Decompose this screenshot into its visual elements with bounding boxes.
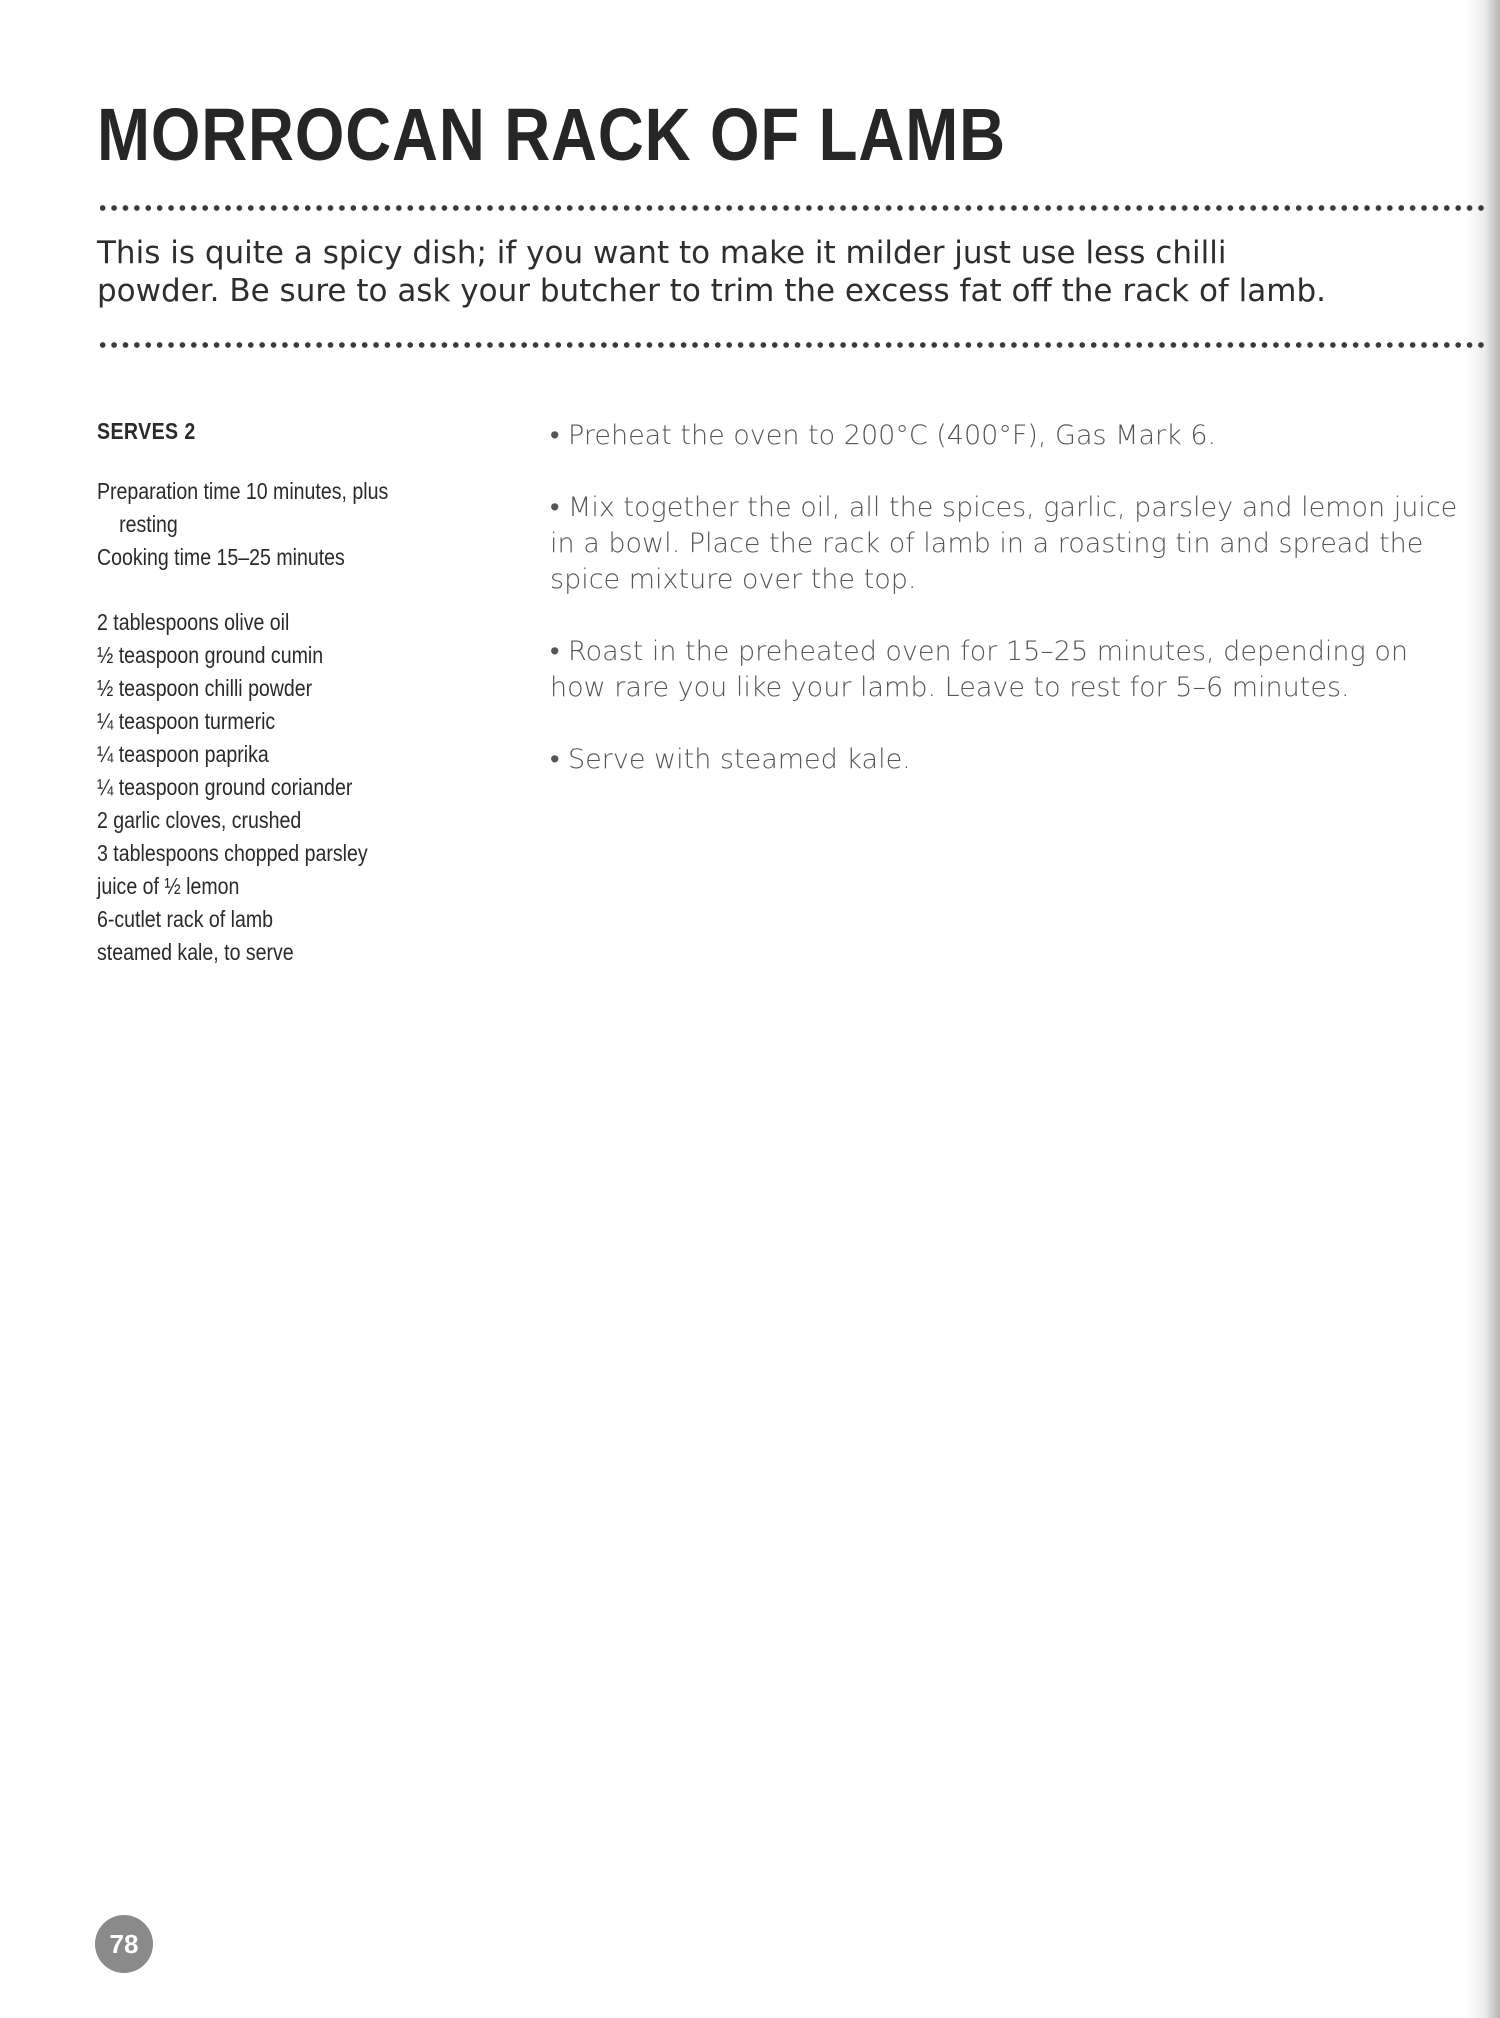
- intro-line-2: powder. Be sure to ask your butcher to trim the excess fat off the rack of lamb.: [97, 273, 1327, 309]
- dotted-divider-top: [97, 202, 1487, 214]
- ingredient-item: 6-cutlet rack of lamb: [97, 906, 274, 932]
- ingredient-list: [97, 606, 497, 969]
- serves-label: SERVES 2: [97, 418, 196, 444]
- cook-time: Cooking time 15–25 minutes: [97, 544, 345, 570]
- intro-line-1: This is quite a spicy dish; if you want to make it milder just use less chilli: [97, 235, 1227, 271]
- ingredient-item: steamed kale, to serve: [97, 939, 294, 965]
- ingredient-item: ¼ teaspoon ground coriander: [97, 774, 353, 800]
- prep-time-line-2: resting: [119, 511, 178, 537]
- ingredient-item: ¼ teaspoon paprika: [97, 741, 269, 767]
- method-step: • Mix together the oil, all the spices, garlic, parsley and lemon juice in a bowl. Place the rack of lamb in a roasting tin and spread the spice mixture over the top.: [550, 492, 1458, 595]
- ingredient-item: 2 tablespoons olive oil: [97, 609, 290, 635]
- ingredient-item: ¼ teaspoon turmeric: [97, 708, 276, 734]
- ingredient-item: juice of ½ lemon: [97, 873, 240, 899]
- ingredient-item: 2 garlic cloves, crushed: [97, 807, 302, 833]
- method-step: • Roast in the preheated oven for 15–25 minutes, depending on how rare you like your lamb. Leave to rest for 5–6 minutes.: [550, 636, 1408, 703]
- method-step: • Preheat the oven to 200°C (400°F), Gas Mark 6.: [550, 420, 1217, 451]
- dotted-divider-bottom: [97, 339, 1487, 351]
- recipe-title: MORROCAN RACK OF LAMB: [97, 93, 1006, 176]
- method-step: • Serve with steamed kale.: [550, 744, 911, 775]
- ingredient-item: 3 tablespoons chopped parsley: [97, 840, 368, 866]
- recipe-info-column: [97, 418, 497, 969]
- prep-time-line-1: Preparation time 10 minutes, plus: [97, 478, 389, 504]
- method-column: [550, 418, 1470, 814]
- ingredient-item: ½ teaspoon ground cumin: [97, 642, 324, 668]
- ingredient-item: ½ teaspoon chilli powder: [97, 675, 313, 701]
- page-number-badge: 78: [95, 1915, 153, 1973]
- recipe-intro: [97, 234, 1487, 310]
- recipe-times: [97, 475, 497, 574]
